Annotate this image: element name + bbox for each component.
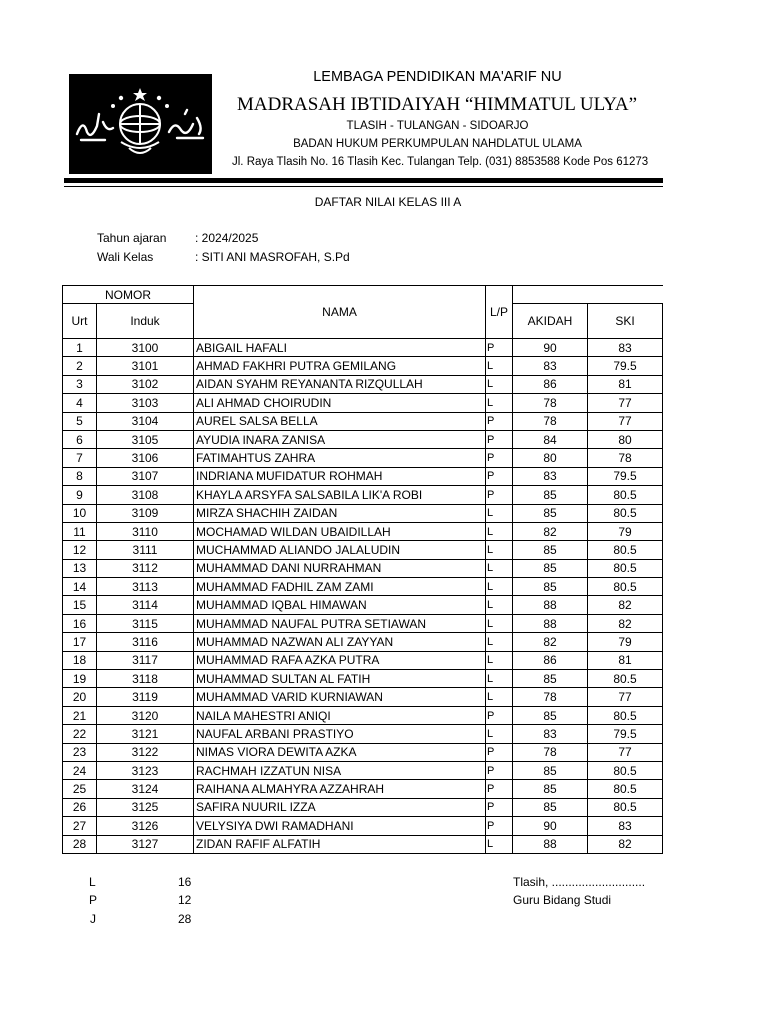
- table-row: [63, 651, 663, 669]
- table-row: [63, 817, 663, 835]
- cell-induk: 3109: [97, 504, 194, 522]
- cell-urt: 27: [63, 817, 97, 835]
- cell-induk: 3126: [97, 817, 194, 835]
- cell-lp: P: [486, 467, 513, 485]
- school-address: Jl. Raya Tlasih No. 16 Tlasih Kec. Tulangan Telp. (031) 8853588 Kode Pos 61273: [232, 156, 649, 168]
- summary-j-value: 28: [178, 912, 192, 926]
- cell-urt: 7: [63, 449, 97, 467]
- cell-urt: 5: [63, 412, 97, 430]
- cell-lp: L: [486, 614, 513, 632]
- cell-akidah: 86: [513, 651, 588, 669]
- cell-nama: FATIMAHTUS ZAHRA: [194, 449, 486, 467]
- cell-lp: P: [486, 486, 513, 504]
- table-row: [63, 743, 663, 761]
- cell-nama: AIDAN SYAHM REYANANTA RIZQULLAH: [194, 375, 486, 393]
- institution-name: LEMBAGA PENDIDIKAN MA'ARIF NU: [313, 69, 562, 85]
- cell-akidah: 82: [513, 633, 588, 651]
- cell-nama: MUHAMMAD VARID KURNIAWAN: [194, 688, 486, 706]
- cell-induk: 3100: [97, 339, 194, 357]
- cell-induk: 3123: [97, 761, 194, 779]
- cell-lp: P: [486, 430, 513, 448]
- cell-ski: 83: [588, 817, 663, 835]
- cell-akidah: 85: [513, 706, 588, 724]
- cell-induk: 3122: [97, 743, 194, 761]
- table-row: [63, 522, 663, 540]
- cell-akidah: 85: [513, 578, 588, 596]
- cell-nama: NAILA MAHESTRI ANIQI: [194, 706, 486, 724]
- cell-lp: L: [486, 357, 513, 375]
- cell-urt: 10: [63, 504, 97, 522]
- cell-lp: P: [486, 743, 513, 761]
- cell-induk: 3114: [97, 596, 194, 614]
- cell-urt: 20: [63, 688, 97, 706]
- cell-akidah: 85: [513, 761, 588, 779]
- cell-nama: RACHMAH IZZATUN NISA: [194, 761, 486, 779]
- cell-akidah: 90: [513, 817, 588, 835]
- cell-akidah: 78: [513, 688, 588, 706]
- cell-nama: ALI AHMAD CHOIRUDIN: [194, 394, 486, 412]
- cell-akidah: 83: [513, 725, 588, 743]
- cell-induk: 3124: [97, 780, 194, 798]
- cell-urt: 8: [63, 467, 97, 485]
- header-akidah: AKIDAH: [513, 304, 588, 339]
- cell-lp: L: [486, 559, 513, 577]
- cell-nama: ZIDAN RAFIF ALFATIH: [194, 835, 486, 853]
- cell-nama: KHAYLA ARSYFA SALSABILA LIK'A ROBI: [194, 486, 486, 504]
- cell-urt: 19: [63, 670, 97, 688]
- cell-induk: 3118: [97, 670, 194, 688]
- cell-ski: 79: [588, 522, 663, 540]
- table-row: [63, 486, 663, 504]
- cell-urt: 1: [63, 339, 97, 357]
- cell-nama: ABIGAIL HAFALI: [194, 339, 486, 357]
- cell-induk: 3101: [97, 357, 194, 375]
- cell-induk: 3120: [97, 706, 194, 724]
- cell-lp: L: [486, 522, 513, 540]
- cell-akidah: 88: [513, 596, 588, 614]
- cell-nama: MUHAMMAD DANI NURRAHMAN: [194, 559, 486, 577]
- cell-ski: 80.5: [588, 541, 663, 559]
- homeroom-teacher-label: Wali Kelas: [97, 250, 154, 264]
- cell-lp: L: [486, 688, 513, 706]
- table-row: [63, 578, 663, 596]
- cell-lp: L: [486, 504, 513, 522]
- cell-nama: MUHAMMAD RAFA AZKA PUTRA: [194, 651, 486, 669]
- table-row: [63, 835, 663, 853]
- cell-lp: P: [486, 412, 513, 430]
- cell-urt: 28: [63, 835, 97, 853]
- cell-akidah: 83: [513, 357, 588, 375]
- cell-induk: 3112: [97, 559, 194, 577]
- cell-akidah: 85: [513, 670, 588, 688]
- summary-l-label: L: [89, 875, 96, 889]
- table-row: [63, 614, 663, 632]
- cell-ski: 80.5: [588, 761, 663, 779]
- cell-akidah: 88: [513, 614, 588, 632]
- school-region: TLASIH - TULANGAN - SIDOARJO: [346, 120, 529, 132]
- cell-nama: NIMAS VIORA DEWITA AZKA: [194, 743, 486, 761]
- summary-j-label: J: [90, 912, 96, 926]
- cell-induk: 3110: [97, 522, 194, 540]
- academic-year-value: : 2024/2025: [195, 231, 259, 245]
- table-row: [63, 357, 663, 375]
- table-row: [63, 798, 663, 816]
- cell-ski: 80.5: [588, 706, 663, 724]
- cell-urt: 17: [63, 633, 97, 651]
- cell-ski: 81: [588, 651, 663, 669]
- cell-ski: 82: [588, 614, 663, 632]
- cell-lp: L: [486, 375, 513, 393]
- cell-urt: 26: [63, 798, 97, 816]
- cell-urt: 12: [63, 541, 97, 559]
- cell-ski: 82: [588, 596, 663, 614]
- cell-akidah: 85: [513, 780, 588, 798]
- cell-nama: SAFIRA NUURIL IZZA: [194, 798, 486, 816]
- cell-akidah: 83: [513, 467, 588, 485]
- table-row: [63, 339, 663, 357]
- academic-year-label: Tahun ajaran: [97, 231, 167, 245]
- cell-akidah: 82: [513, 522, 588, 540]
- cell-urt: 16: [63, 614, 97, 632]
- cell-nama: MIRZA SHACHIH ZAIDAN: [194, 504, 486, 522]
- cell-lp: P: [486, 706, 513, 724]
- homeroom-teacher-value: : SITI ANI MASROFAH, S.Pd: [195, 250, 350, 264]
- cell-urt: 3: [63, 375, 97, 393]
- cell-akidah: 90: [513, 339, 588, 357]
- cell-ski: 78: [588, 449, 663, 467]
- table-row: [63, 375, 663, 393]
- cell-akidah: 80: [513, 449, 588, 467]
- cell-urt: 25: [63, 780, 97, 798]
- cell-induk: 3125: [97, 798, 194, 816]
- cell-lp: P: [486, 449, 513, 467]
- header-induk: Induk: [97, 304, 194, 339]
- cell-ski: 77: [588, 412, 663, 430]
- cell-akidah: 78: [513, 743, 588, 761]
- table-row: [63, 449, 663, 467]
- header-nomor: NOMOR: [63, 286, 194, 304]
- cell-nama: NAUFAL ARBANI PRASTIYO: [194, 725, 486, 743]
- cell-ski: 79: [588, 633, 663, 651]
- cell-induk: 3103: [97, 394, 194, 412]
- table-row: [63, 670, 663, 688]
- cell-induk: 3115: [97, 614, 194, 632]
- cell-ski: 82: [588, 835, 663, 853]
- cell-ski: 77: [588, 394, 663, 412]
- cell-induk: 3104: [97, 412, 194, 430]
- cell-akidah: 78: [513, 412, 588, 430]
- table-row: [63, 688, 663, 706]
- header-nama: NAMA: [194, 286, 486, 339]
- cell-ski: 79.5: [588, 357, 663, 375]
- cell-lp: P: [486, 780, 513, 798]
- cell-urt: 4: [63, 394, 97, 412]
- cell-urt: 13: [63, 559, 97, 577]
- cell-lp: L: [486, 670, 513, 688]
- cell-lp: P: [486, 817, 513, 835]
- cell-nama: MUHAMMAD NAUFAL PUTRA SETIAWAN: [194, 614, 486, 632]
- cell-akidah: 85: [513, 541, 588, 559]
- cell-nama: MUCHAMMAD ALIANDO JALALUDIN: [194, 541, 486, 559]
- cell-ski: 80.5: [588, 780, 663, 798]
- cell-induk: 3113: [97, 578, 194, 596]
- cell-ski: 83: [588, 339, 663, 357]
- table-row: [63, 504, 663, 522]
- nu-logo: [69, 74, 212, 174]
- cell-induk: 3127: [97, 835, 194, 853]
- table-row: [63, 596, 663, 614]
- cell-urt: 6: [63, 430, 97, 448]
- table-row: [63, 559, 663, 577]
- table-row: [63, 725, 663, 743]
- cell-nama: AHMAD FAKHRI PUTRA GEMILANG: [194, 357, 486, 375]
- cell-lp: L: [486, 394, 513, 412]
- cell-lp: L: [486, 541, 513, 559]
- table-row: [63, 780, 663, 798]
- cell-akidah: 78: [513, 394, 588, 412]
- cell-urt: 11: [63, 522, 97, 540]
- cell-nama: INDRIANA MUFIDATUR ROHMAH: [194, 467, 486, 485]
- cell-akidah: 84: [513, 430, 588, 448]
- table-row: [63, 412, 663, 430]
- cell-ski: 81: [588, 375, 663, 393]
- cell-ski: 80.5: [588, 670, 663, 688]
- header-lp: L/P: [486, 286, 513, 339]
- cell-lp: L: [486, 596, 513, 614]
- cell-akidah: 85: [513, 798, 588, 816]
- cell-induk: 3116: [97, 633, 194, 651]
- cell-induk: 3119: [97, 688, 194, 706]
- header-rule-thin: [64, 186, 663, 187]
- summary-l-value: 16: [178, 875, 192, 889]
- academic-year: [97, 231, 258, 245]
- header-rule-thick: [64, 178, 663, 183]
- cell-akidah: 88: [513, 835, 588, 853]
- cell-ski: 77: [588, 688, 663, 706]
- cell-lp: L: [486, 578, 513, 596]
- cell-nama: VELYSIYA DWI RAMADHANI: [194, 817, 486, 835]
- summary-p-value: 12: [178, 893, 192, 907]
- cell-urt: 21: [63, 706, 97, 724]
- table-row: [63, 430, 663, 448]
- cell-nama: MOCHAMAD WILDAN UBAIDILLAH: [194, 522, 486, 540]
- cell-akidah: 86: [513, 375, 588, 393]
- cell-lp: P: [486, 798, 513, 816]
- cell-induk: 3107: [97, 467, 194, 485]
- cell-induk: 3102: [97, 375, 194, 393]
- table-row: [63, 394, 663, 412]
- cell-ski: 80.5: [588, 559, 663, 577]
- cell-urt: 22: [63, 725, 97, 743]
- cell-lp: P: [486, 761, 513, 779]
- school-name: MADRASAH IBTIDAIYAH “HIMMATUL ULYA”: [237, 94, 638, 115]
- cell-nama: MUHAMMAD SULTAN AL FATIH: [194, 670, 486, 688]
- cell-induk: 3121: [97, 725, 194, 743]
- cell-nama: AYUDIA INARA ZANISA: [194, 430, 486, 448]
- cell-nama: RAIHANA ALMAHYRA AZZAHRAH: [194, 780, 486, 798]
- table-header-row: [63, 286, 663, 304]
- cell-induk: 3106: [97, 449, 194, 467]
- cell-urt: 24: [63, 761, 97, 779]
- legal-body: BADAN HUKUM PERKUMPULAN NAHDLATUL ULAMA: [293, 138, 582, 150]
- header-subject-group: [513, 286, 663, 304]
- cell-nama: AUREL SALSA BELLA: [194, 412, 486, 430]
- cell-induk: 3117: [97, 651, 194, 669]
- signature-role: Guru Bidang Studi: [513, 893, 612, 907]
- cell-ski: 79.5: [588, 725, 663, 743]
- cell-urt: 18: [63, 651, 97, 669]
- cell-akidah: 85: [513, 559, 588, 577]
- cell-ski: 77: [588, 743, 663, 761]
- cell-induk: 3108: [97, 486, 194, 504]
- cell-nama: MUHAMMAD FADHIL ZAM ZAMI: [194, 578, 486, 596]
- cell-ski: 80.5: [588, 578, 663, 596]
- table-row: [63, 541, 663, 559]
- table-row: [63, 761, 663, 779]
- cell-induk: 3111: [97, 541, 194, 559]
- cell-urt: 2: [63, 357, 97, 375]
- header-ski: SKI: [588, 304, 663, 339]
- header-urt: Urt: [63, 304, 97, 339]
- homeroom-teacher: [97, 250, 350, 264]
- cell-ski: 80.5: [588, 486, 663, 504]
- table-row: [63, 706, 663, 724]
- cell-urt: 9: [63, 486, 97, 504]
- cell-ski: 80.5: [588, 798, 663, 816]
- cell-lp: L: [486, 633, 513, 651]
- cell-urt: 23: [63, 743, 97, 761]
- cell-urt: 14: [63, 578, 97, 596]
- cell-induk: 3105: [97, 430, 194, 448]
- cell-nama: MUHAMMAD IQBAL HIMAWAN: [194, 596, 486, 614]
- cell-lp: L: [486, 725, 513, 743]
- cell-nama: MUHAMMAD NAZWAN ALI ZAYYAN: [194, 633, 486, 651]
- cell-lp: L: [486, 651, 513, 669]
- summary-p-label: P: [89, 893, 98, 907]
- cell-lp: L: [486, 835, 513, 853]
- cell-akidah: 85: [513, 504, 588, 522]
- cell-ski: 79.5: [588, 467, 663, 485]
- cell-ski: 80: [588, 430, 663, 448]
- table-row: [63, 467, 663, 485]
- document-title: DAFTAR NILAI KELAS III A: [314, 195, 462, 209]
- grades-table: [62, 285, 663, 854]
- cell-urt: 15: [63, 596, 97, 614]
- cell-lp: P: [486, 339, 513, 357]
- table-row: [63, 633, 663, 651]
- signature-place-date: Tlasih, ............................: [513, 875, 646, 889]
- cell-ski: 80.5: [588, 504, 663, 522]
- cell-akidah: 85: [513, 486, 588, 504]
